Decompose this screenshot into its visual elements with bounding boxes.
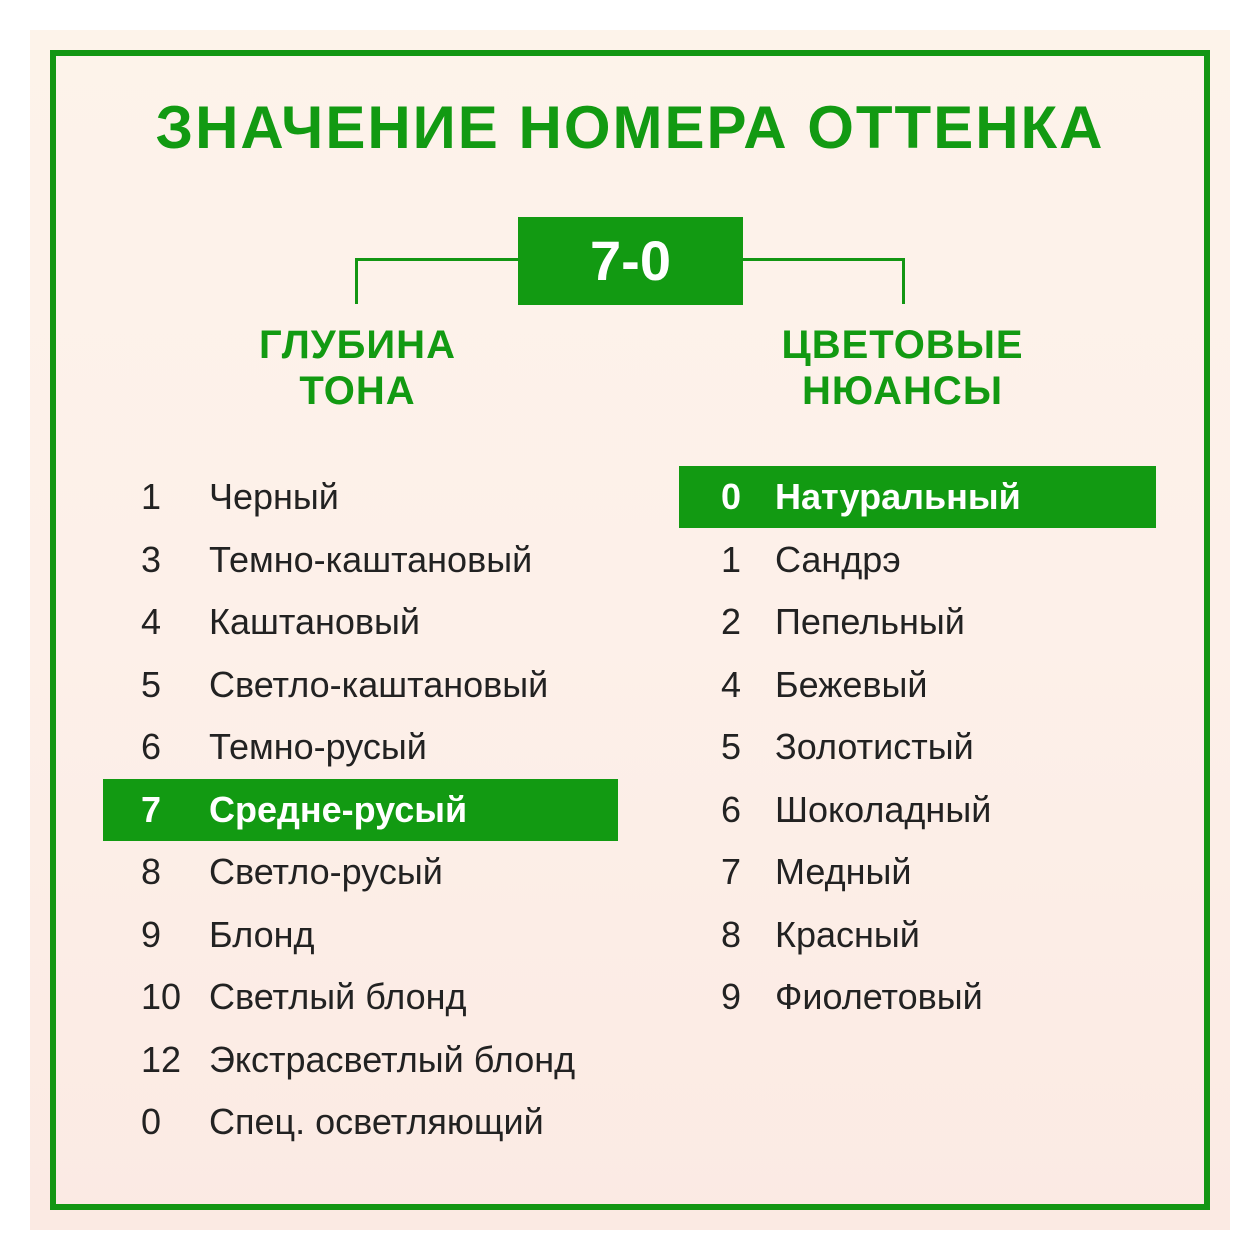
item-number: 9 xyxy=(141,913,162,955)
item-number: 5 xyxy=(721,726,742,767)
item-number: 0 xyxy=(721,476,742,517)
item-label: Золотистый xyxy=(775,726,974,767)
item-label: Светлый блонд xyxy=(209,976,467,1017)
item-number: 12 xyxy=(141,1038,182,1080)
tone-depth-item xyxy=(103,1091,618,1153)
item-label: Светло-каштановый xyxy=(209,663,549,705)
tone-depth-item xyxy=(103,966,618,1028)
tone-depth-item xyxy=(103,591,618,653)
tone-depth-heading-line2: ТОНА xyxy=(299,369,416,413)
item-number: 5 xyxy=(141,663,162,705)
tone-depth-heading-line1: ГЛУБИНА xyxy=(259,323,456,367)
color-nuance-item xyxy=(679,966,1156,1028)
item-label: Шоколадный xyxy=(775,788,992,830)
item-number: 1 xyxy=(141,476,162,517)
item-label: Медный xyxy=(775,851,912,892)
item-number: 2 xyxy=(721,601,742,642)
tone-depth-item xyxy=(103,904,618,966)
item-number: 4 xyxy=(721,663,742,705)
item-number: 0 xyxy=(141,1101,162,1142)
item-number: 1 xyxy=(721,538,742,580)
tone-depth-item xyxy=(103,841,618,903)
page-title: ЗНАЧЕНИЕ НОМЕРА ОТТЕНКА xyxy=(155,94,1105,161)
tone-depth-item xyxy=(103,779,618,841)
tone-depth-item xyxy=(103,654,618,716)
item-label: Светло-русый xyxy=(209,851,443,892)
tone-depth-item xyxy=(103,529,618,591)
item-number: 8 xyxy=(141,851,162,892)
item-number: 8 xyxy=(721,913,742,955)
color-nuance-item xyxy=(679,841,1156,903)
item-label: Пепельный xyxy=(775,601,965,642)
item-label: Каштановый xyxy=(209,601,420,642)
color-nuances-heading-line2: НЮАНСЫ xyxy=(802,369,1003,413)
color-nuances-heading-line1: ЦВЕТОВЫЕ xyxy=(781,323,1024,367)
color-nuance-item xyxy=(679,779,1156,841)
connector-right xyxy=(743,258,905,304)
item-label: Спец. осветляющий xyxy=(209,1101,544,1142)
item-label: Экстрасветлый блонд xyxy=(209,1038,576,1080)
item-label: Черный xyxy=(209,476,339,517)
color-nuance-item xyxy=(679,716,1156,778)
item-number: 3 xyxy=(141,538,162,580)
tone-depth-heading xyxy=(205,322,510,414)
shade-code-badge: 7-0 xyxy=(518,217,743,305)
item-label: Фиолетовый xyxy=(775,976,983,1017)
item-label: Темно-каштановый xyxy=(209,538,533,580)
item-number: 7 xyxy=(141,788,162,830)
item-number: 4 xyxy=(141,601,162,642)
item-label: Бежевый xyxy=(775,663,928,705)
item-label: Средне-русый xyxy=(209,788,468,830)
connector-left xyxy=(355,258,518,304)
color-nuance-item xyxy=(679,654,1156,716)
item-number: 6 xyxy=(141,726,162,767)
item-number: 6 xyxy=(721,788,742,830)
tone-depth-item xyxy=(103,716,618,778)
color-nuances-heading xyxy=(750,322,1055,414)
item-number: 9 xyxy=(721,976,742,1017)
item-label: Красный xyxy=(775,913,920,955)
tone-depth-item xyxy=(103,1029,618,1091)
color-nuance-item xyxy=(679,529,1156,591)
item-label: Сандрэ xyxy=(775,538,901,580)
color-nuance-item xyxy=(679,466,1156,528)
tone-depth-item xyxy=(103,466,618,528)
item-label: Блонд xyxy=(209,913,315,955)
item-label: Натуральный xyxy=(775,476,1021,517)
item-number: 10 xyxy=(141,976,182,1017)
color-nuance-item xyxy=(679,904,1156,966)
item-label: Темно-русый xyxy=(209,726,427,767)
item-number: 7 xyxy=(721,851,742,892)
color-nuance-item xyxy=(679,591,1156,653)
